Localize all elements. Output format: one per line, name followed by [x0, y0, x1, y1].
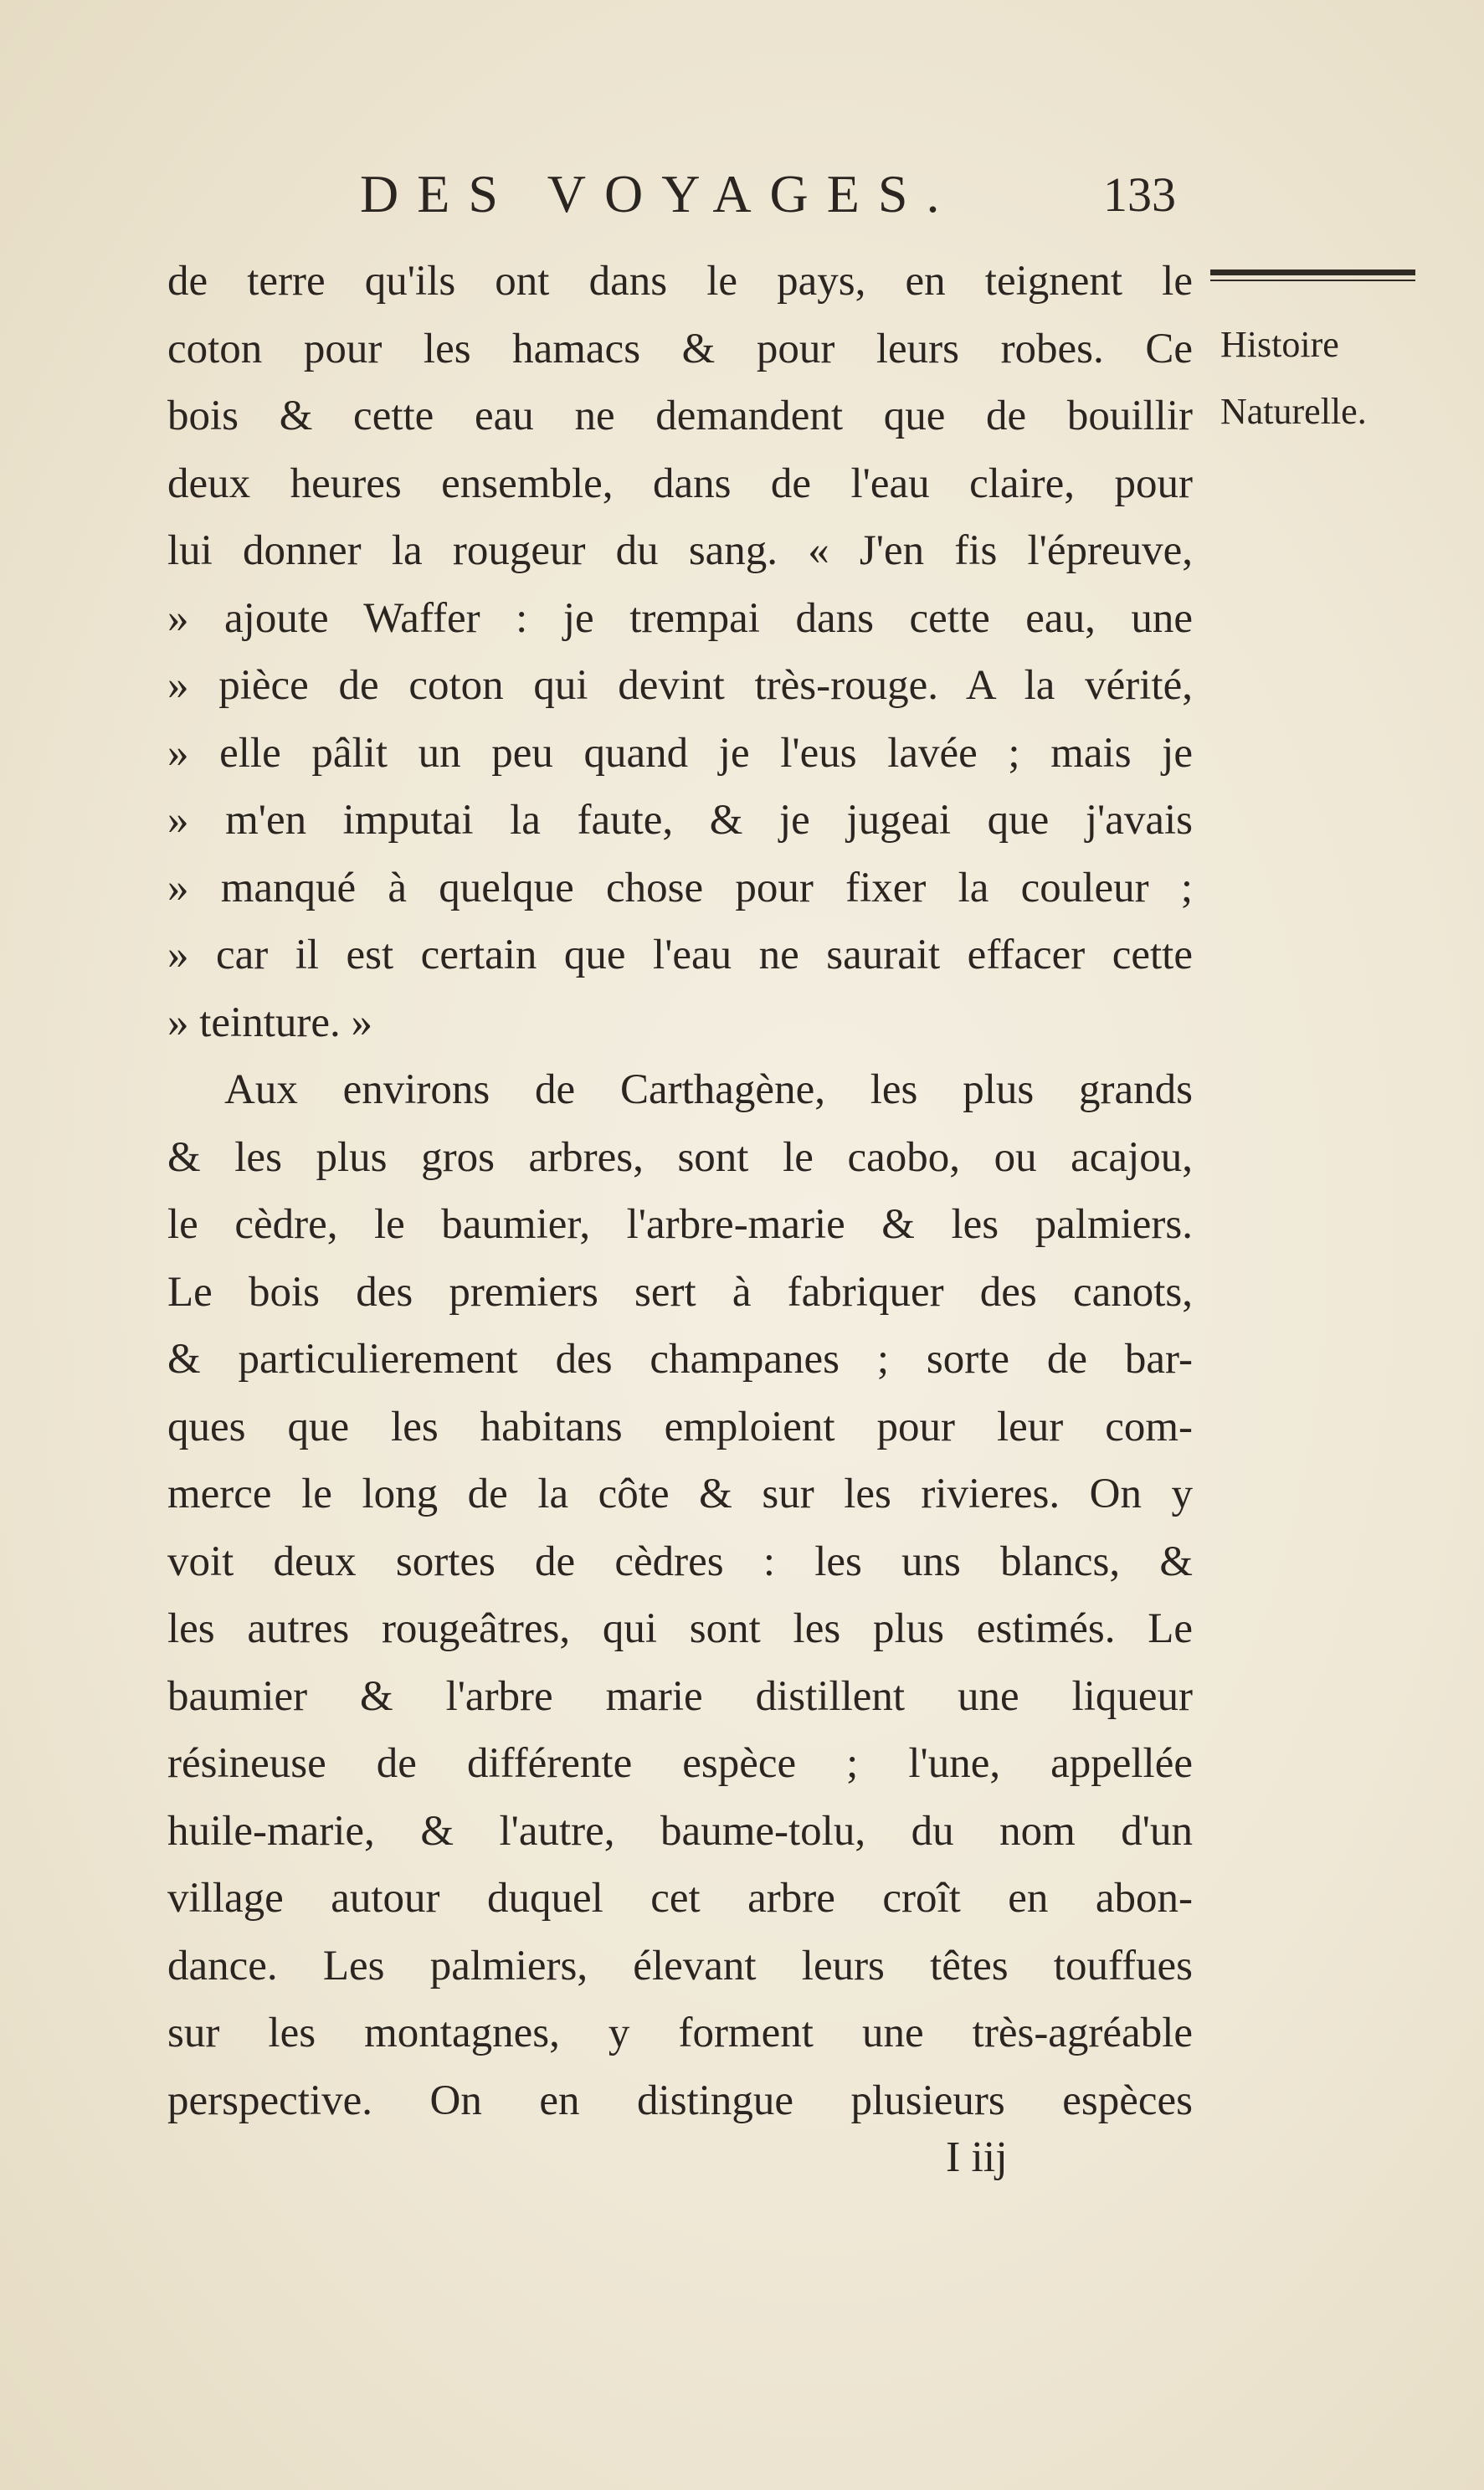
- page-header: [0, 163, 1484, 230]
- text-line: » manqué à quelque chose pour fixer la couleur ;: [167, 864, 1193, 911]
- text-line: » ajoute Waffer : je trempai dans cette eau, une: [167, 594, 1193, 642]
- text-line: baumier & l'arbre marie distillent une liqueur: [167, 1672, 1193, 1720]
- marginal-rule: [1210, 270, 1415, 281]
- text-line: résineuse de différente espèce ; l'une, appellée: [167, 1740, 1193, 1787]
- text-line: & les plus gros arbres, sont le caobo, ou acajou,: [167, 1133, 1193, 1181]
- marginal-note-line: Histoire: [1220, 324, 1339, 365]
- text-line: » m'en imputai la faute, & je jugeai que j'avais: [167, 797, 1193, 844]
- text-line: » pièce de coton qui devint très-rouge. A la vérité,: [167, 662, 1193, 709]
- text-line: merce le long de la côte & sur les rivieres. On y: [167, 1471, 1193, 1517]
- paragraph-1: [167, 248, 1193, 1056]
- text-line: lui donner la rougeur du sang. « J'en fis l'épreuve,: [167, 527, 1193, 574]
- text-line: le cèdre, le baumier, l'arbre-marie & les palmiers.: [167, 1201, 1193, 1248]
- text-line: ques que les habitans emploient pour leur com-: [167, 1403, 1193, 1450]
- text-line: bois & cette eau ne demandent que de bouillir: [167, 393, 1193, 439]
- text-line: sur les montagnes, y forment une très-agréable: [167, 2010, 1193, 2056]
- text-line: Aux environs de Carthagène, les plus grands: [224, 1066, 1193, 1113]
- text-line: les autres rougeâtres, qui sont les plus estimés. Le: [167, 1605, 1193, 1652]
- paragraph-2: [167, 1056, 1193, 2134]
- text-line: & particulierement des champanes ; sorte de bar-: [167, 1336, 1193, 1383]
- signature-mark: I iij: [946, 2133, 1008, 2181]
- text-line: coton pour les hamacs & pour leurs robes. Ce: [167, 325, 1193, 372]
- marginal-note: [1205, 270, 1456, 445]
- running-title: DES VOYAGES.: [360, 164, 958, 223]
- body-text: [167, 248, 1193, 2134]
- page-number: 133: [1103, 167, 1176, 222]
- text-line: village autour duquel cet arbre croît en abon-: [167, 1875, 1193, 1922]
- text-line: dance. Les palmiers, élevant leurs têtes touffues: [167, 1942, 1193, 1989]
- text-line: Le bois des premiers sert à fabriquer des canots,: [167, 1268, 1193, 1316]
- text-line: de terre qu'ils ont dans le pays, en teignent le: [167, 258, 1193, 305]
- text-line: » car il est certain que l'eau ne saurait effacer cette: [167, 932, 1193, 978]
- text-line: perspective. On en distingue plusieurs espèces: [167, 2077, 1193, 2124]
- text-line: » elle pâlit un peu quand je l'eus lavée ; mais je: [167, 729, 1193, 777]
- marginal-note-line: Naturelle.: [1220, 391, 1367, 432]
- text-line: voit deux sortes de cèdres : les uns blancs, &: [167, 1538, 1193, 1585]
- text-line: huile-marie, & l'autre, baume-tolu, du nom d'un: [167, 1807, 1193, 1855]
- text-line: deux heures ensemble, dans de l'eau claire, pour: [167, 459, 1193, 507]
- text-line: » teinture. »: [167, 999, 373, 1046]
